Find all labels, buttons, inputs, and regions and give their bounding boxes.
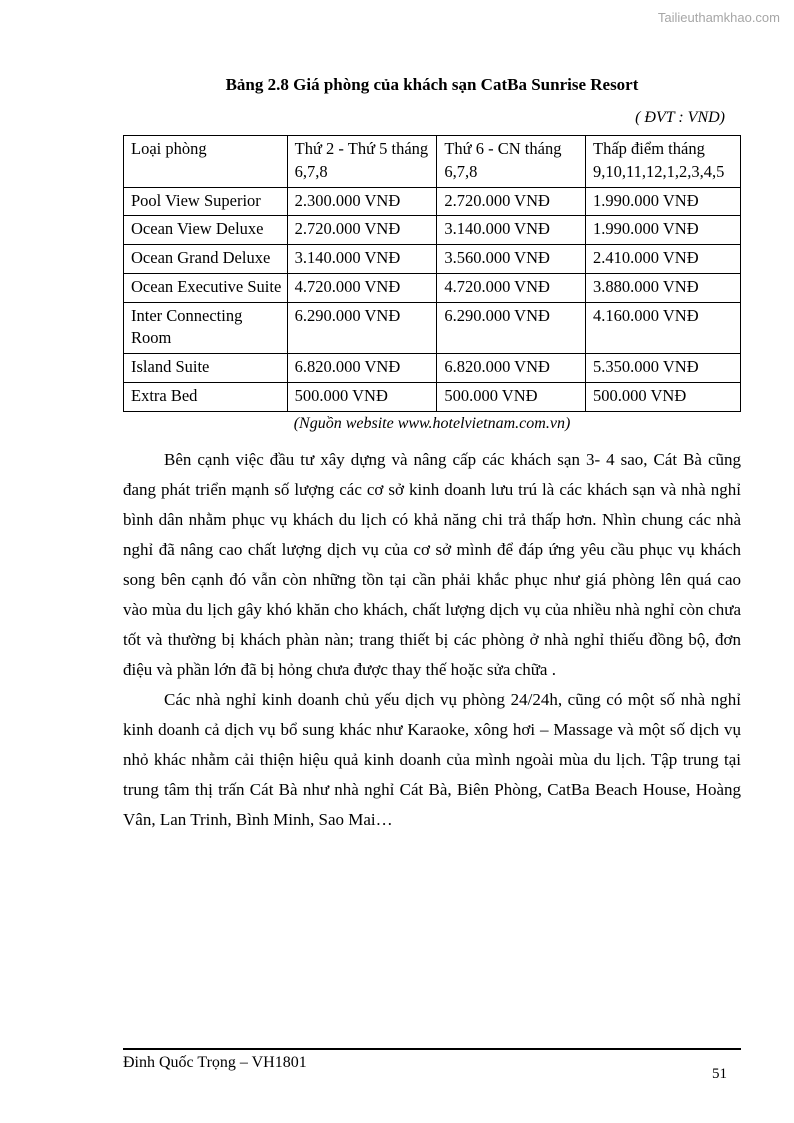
- table-cell-room: Inter Connecting Room: [124, 302, 288, 354]
- page-content: [123, 75, 741, 835]
- footer-author: Đinh Quốc Trọng – VH1801: [123, 1054, 307, 1071]
- table-cell-price: 1.990.000 VNĐ: [586, 216, 741, 245]
- table-row: [124, 245, 741, 274]
- table-cell-price: 6.820.000 VNĐ: [287, 354, 437, 383]
- table-cell-price: 6.820.000 VNĐ: [437, 354, 586, 383]
- page-number: 51: [712, 1066, 727, 1082]
- table-row: [124, 187, 741, 216]
- table-cell-price: 3.140.000 VNĐ: [437, 216, 586, 245]
- table-cell-price: 2.720.000 VNĐ: [437, 187, 586, 216]
- table-cell-price: 3.560.000 VNĐ: [437, 245, 586, 274]
- price-table: [123, 135, 741, 412]
- table-cell-price: 6.290.000 VNĐ: [437, 302, 586, 354]
- table-row: [124, 273, 741, 302]
- unit-note: ( ĐVT : VND): [635, 109, 725, 126]
- table-row: [124, 216, 741, 245]
- table-cell-room: Extra Bed: [124, 382, 288, 411]
- body-text: [123, 445, 741, 835]
- table-cell-room: Ocean Grand Deluxe: [124, 245, 288, 274]
- table-cell-price: 1.990.000 VNĐ: [586, 187, 741, 216]
- table-header-row: [124, 136, 741, 188]
- table-cell-price: 4.720.000 VNĐ: [437, 273, 586, 302]
- table-cell-price: 4.160.000 VNĐ: [586, 302, 741, 354]
- table-cell-price: 3.140.000 VNĐ: [287, 245, 437, 274]
- paragraph: Các nhà nghỉ kinh doanh chủ yếu dịch vụ phòng 24/24h, cũng có một số nhà nghỉ kinh doanh cả dịch vụ bổ sung khác như Karaoke, xông hơi – Massage và một số dịch vụ nhỏ khác nhằm cải thiện hiệu quả kinh doanh của mình ngoài mùa du lịch. Tập trung tại trung tâm thị trấn Cát Bà như nhà nghỉ Cát Bà, Biên Phòng, CatBa Beach House, Hoàng Vân, Lan Trinh, Bình Minh, Sao Mai…: [123, 689, 741, 829]
- page-footer: [123, 1048, 741, 1082]
- paragraph: Bên cạnh việc đầu tư xây dựng và nâng cấp các khách sạn 3- 4 sao, Cát Bà cũng đang phát triển mạnh số lượng các cơ sở kinh doanh lưu trú là các khách sạn và nhà nghỉ bình dân nhằm phục vụ khách du lịch có khả năng chi trả thấp hơn. Nhìn chung các nhà nghỉ đã nâng cao chất lượng dịch vụ của cơ sở mình để đáp ứng yêu cầu phục vụ khách song bên cạnh đó vẫn còn những tồn tại cần phải khắc phục như giá phòng lên quá cao vào mùa du lịch gây khó khăn cho khách, chất lượng dịch vụ của nhiều nhà nghỉ còn chưa tốt và thường bị khách phàn nàn; trang thiết bị các phòng ở nhà nghỉ thiếu đồng bộ, đơn điệu và phần lớn đã bị hỏng chưa được thay thế hoặc sửa chữa .: [123, 449, 741, 679]
- table-cell-price: 5.350.000 VNĐ: [586, 354, 741, 383]
- table-cell-price: 500.000 VNĐ: [586, 382, 741, 411]
- table-cell-price: 2.410.000 VNĐ: [586, 245, 741, 274]
- table-row: [124, 302, 741, 354]
- table-row: [124, 382, 741, 411]
- table-cell-room: Pool View Superior: [124, 187, 288, 216]
- column-header-weekday: Thứ 2 - Thứ 5 tháng 6,7,8: [287, 136, 437, 188]
- table-title: Bảng 2.8 Giá phòng của khách sạn CatBa Sunrise Resort: [225, 75, 639, 94]
- table-cell-price: 4.720.000 VNĐ: [287, 273, 437, 302]
- table-cell-room: Island Suite: [124, 354, 288, 383]
- source-citation: (Nguồn website www.hotelvietnam.com.vn): [293, 414, 571, 432]
- table-cell-price: 500.000 VNĐ: [437, 382, 586, 411]
- table-cell-price: 3.880.000 VNĐ: [586, 273, 741, 302]
- column-header-low-season: Thấp điểm tháng 9,10,11,12,1,2,3,4,5: [586, 136, 741, 188]
- table-row: [124, 354, 741, 383]
- column-header-weekend: Thứ 6 - CN tháng 6,7,8: [437, 136, 586, 188]
- table-cell-room: Ocean Executive Suite: [124, 273, 288, 302]
- table-cell-room: Ocean View Deluxe: [124, 216, 288, 245]
- table-cell-price: 2.720.000 VNĐ: [287, 216, 437, 245]
- watermark: Tailieuthamkhao.com: [657, 10, 780, 25]
- column-header-room-type: Loại phòng: [124, 136, 288, 188]
- table-cell-price: 2.300.000 VNĐ: [287, 187, 437, 216]
- table-cell-price: 500.000 VNĐ: [287, 382, 437, 411]
- table-cell-price: 6.290.000 VNĐ: [287, 302, 437, 354]
